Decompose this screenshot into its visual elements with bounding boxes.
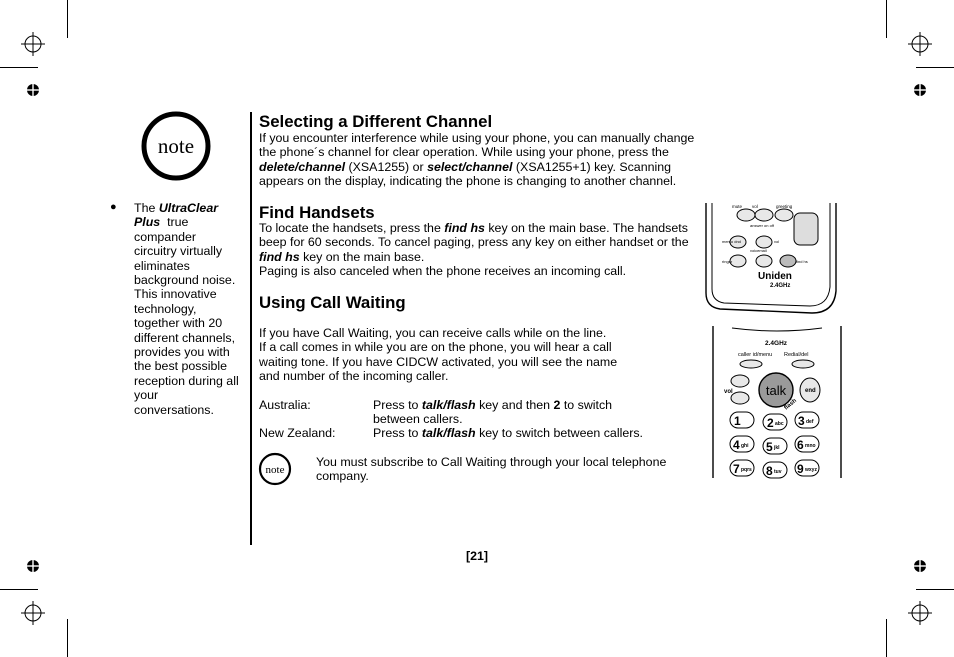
section-heading-selecting-channel: Selecting a Different Channel bbox=[259, 112, 493, 131]
handset-key-8-letters: tuv bbox=[774, 469, 782, 475]
side-note-line: conversations. bbox=[134, 402, 214, 417]
handset-label-redial: Redial/del bbox=[784, 352, 809, 358]
body-line: Paging is also canceled when the phone receives an incoming call. bbox=[259, 264, 627, 279]
note-badge-label: note bbox=[157, 134, 195, 158]
base-label-memo: memo dnd bbox=[722, 239, 741, 244]
body-line: waiting tone. If you have CIDCW activated, you will see the name bbox=[259, 354, 618, 369]
side-note-line: different channels, bbox=[134, 330, 236, 345]
handset-key-1: 1 bbox=[734, 414, 741, 428]
section-heading-find-handsets: Find Handsets bbox=[259, 203, 375, 222]
note-badge-icon bbox=[141, 111, 211, 181]
handset-key-3: 3 bbox=[798, 414, 805, 428]
handset-key-6: 6 bbox=[797, 438, 804, 452]
handset-band-label: 2.4GHz bbox=[765, 340, 788, 347]
side-note-bullet: ● bbox=[110, 201, 117, 213]
body-line: beep for 60 seconds. To cancel paging, press any key on either handset or the bbox=[259, 235, 689, 250]
page-number: [21] bbox=[466, 549, 489, 563]
body-line: company. bbox=[316, 469, 369, 484]
note-small-icon bbox=[258, 452, 292, 486]
handset-key-7: 7 bbox=[733, 462, 740, 476]
handset-key-4-letters: ghi bbox=[741, 443, 749, 449]
base-label-answer: answer on off bbox=[750, 223, 774, 228]
body-line: If you have Call Waiting, you can receive calls while on the line. bbox=[259, 326, 607, 340]
side-note-line: your bbox=[134, 388, 159, 403]
side-note-line: provides you with bbox=[134, 345, 230, 360]
body-line: If a call comes in while you are on the phone, you will hear a call bbox=[259, 340, 612, 355]
bottom-note-text bbox=[316, 455, 706, 484]
handset-key-2-letters: abc bbox=[775, 421, 784, 427]
side-note-line: eliminates bbox=[134, 258, 190, 273]
base-label-vol-2: vol bbox=[774, 239, 780, 244]
handset-key-5-letters: jkl bbox=[774, 445, 780, 451]
body-line: If you encounter interference while using your phone, you can manually change bbox=[259, 131, 695, 145]
side-note-line: The UltraClear bbox=[134, 201, 219, 215]
base-unit-illustration bbox=[702, 203, 838, 321]
section-find-handsets-body bbox=[259, 221, 704, 279]
handset-key-8: 8 bbox=[766, 464, 773, 478]
base-label-find-hs: find hs bbox=[796, 259, 808, 264]
body-line: You must subscribe to Call Waiting through your local telephone bbox=[316, 455, 667, 469]
handset-flash-label: flash bbox=[783, 397, 799, 412]
handset-key-7-letters: pqrs bbox=[741, 467, 752, 473]
handset-label-caller-id: caller id/menu bbox=[738, 352, 773, 358]
handset-end-key: end bbox=[805, 388, 816, 394]
base-label-voicemail: voicemail bbox=[750, 248, 767, 253]
side-note-line: technology, bbox=[134, 301, 197, 316]
handset-key-4: 4 bbox=[733, 438, 740, 452]
side-note-line: background noise. bbox=[134, 273, 236, 288]
base-label-greeting: greeting bbox=[776, 204, 793, 209]
new-zealand-label: New Zealand: bbox=[259, 426, 336, 440]
new-zealand-instruction: Press to talk/flash key to switch between callers. bbox=[373, 426, 643, 440]
body-line: delete/channel (XSA1255) or select/channel (XSA1255+1) key. Scanning bbox=[259, 159, 672, 174]
base-brand-logo: Uniden bbox=[758, 271, 792, 282]
note-small-label: note bbox=[265, 464, 285, 476]
note-circle-icon bbox=[141, 111, 211, 181]
handset-vol-label: vol bbox=[724, 389, 733, 395]
body-line: the phone´s channel for clear operation. While using your phone, press the bbox=[259, 145, 669, 160]
australia-label: Australia: bbox=[259, 398, 311, 412]
side-note-line: compander bbox=[134, 229, 196, 244]
base-label-mute: mute bbox=[732, 204, 743, 209]
side-note-line: the best possible bbox=[134, 359, 227, 374]
column-divider bbox=[250, 112, 252, 545]
body-line: find hs key on the main base. bbox=[259, 249, 425, 264]
base-band-label: 2.4GHz bbox=[770, 283, 791, 289]
handset-key-5: 5 bbox=[766, 440, 773, 454]
handset-talk-key: talk bbox=[765, 383, 787, 398]
side-note-line: together with 20 bbox=[134, 316, 223, 331]
body-line: Press to talk/flash key and then 2 to switch bbox=[373, 398, 613, 412]
section-heading-call-waiting: Using Call Waiting bbox=[259, 293, 406, 312]
handset-key-9: 9 bbox=[797, 462, 804, 476]
side-note-line: circuitry virtually bbox=[134, 244, 223, 259]
handset-illustration bbox=[710, 326, 844, 480]
side-note-line: This innovative bbox=[134, 287, 217, 302]
handset-key-3-letters: def bbox=[806, 419, 814, 425]
handset-key-9-letters: wxyz bbox=[805, 467, 817, 473]
handset-key-6-letters: mno bbox=[805, 443, 816, 449]
australia-instruction bbox=[373, 398, 673, 427]
body-line: appears on the display, indicating the phone is changing to another channel. bbox=[259, 174, 677, 189]
section-selecting-channel-body bbox=[259, 131, 714, 189]
body-line: between callers. bbox=[373, 412, 463, 427]
section-call-waiting-body bbox=[259, 326, 679, 384]
base-label-ringer: ringer bbox=[722, 259, 733, 264]
body-line: and number of the incoming caller. bbox=[259, 369, 449, 384]
handset-key-2: 2 bbox=[767, 416, 774, 430]
side-note-line: reception during all bbox=[134, 373, 239, 388]
side-note-line: Plus true bbox=[134, 215, 189, 230]
base-label-vol: vol bbox=[752, 204, 758, 209]
side-note-text bbox=[134, 201, 246, 417]
body-line: To locate the handsets, press the find hs key on the main base. The handsets bbox=[259, 221, 688, 235]
